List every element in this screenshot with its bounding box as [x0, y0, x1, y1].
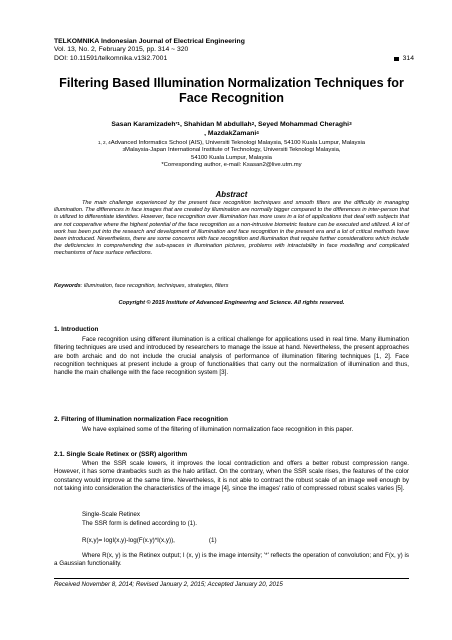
author-4: , MazdakZamani [204, 129, 257, 137]
keywords-label: Keywords [54, 283, 81, 289]
journal-header [54, 38, 414, 63]
author-2: , Shahidan M abdullah [179, 121, 252, 128]
author-list [54, 121, 409, 138]
corresponding-author: *Corresponding author, e-mail: Ksasan2@live.utm.my [161, 162, 302, 169]
section-2-1-subheading: Single-Scale Retinex [82, 511, 141, 518]
equation-explanation: Where R(x, y) is the Retinex output; I (x, y) is the image intensity; '*' reflects the operation of convolution; and F(x, y) is a Gaussian functionality. [54, 552, 409, 568]
author-3-sup: 3 [349, 121, 352, 126]
affiliations [54, 140, 409, 170]
affil-2: Malaysia-Japan International Institute of Technology, Universiti Teknologi Malaysia, [125, 147, 341, 154]
section-2-1-form-def: The SSR form is defined according to (1). [82, 520, 197, 527]
abstract-heading: Abstract [215, 190, 248, 199]
equation-text: R(x,y)= logI(x,y)-log(F(x.y)*I(x,y)), [82, 537, 175, 544]
section-1-text: Face recognition using different illumination is a critical challenge for applications used in real time. Many illumination filtering techniques are used and introduced by researchers to manage the issue at hand. Nevertheless, the present approaches are both archaic and do not include the crucial analysis of performance of illumination filtering techniques [1, 2]. Face recognition techniques at present include a group of functionalities that carry out the normalization of illumination and thus, handle the main challenge with the face recognition system [3]. [54, 336, 409, 377]
affil-2-sup: 3 [122, 147, 126, 153]
keywords [54, 283, 409, 290]
copyright-notice: Copyright © 2015 Institute of Advanced Engineering and Science. All rights reserved. [118, 300, 345, 306]
equation-number: (1) [208, 537, 217, 544]
volume-line: Vol. 13, No. 2, February 2015, pp. 314 ~ 320 [54, 46, 189, 54]
paper-title: Filtering Based Illumination Normalization Techniques for Face Recognition [59, 76, 404, 105]
section-2-text: We have explained some of the filtering of illumination normalization face recognition in this paper. [82, 426, 354, 433]
square-bullet-icon [394, 57, 399, 62]
affil-1-sup: 1, 2, 4 [97, 140, 111, 145]
equation-1 [82, 537, 217, 544]
author-1: Sasan Karamizadeh [111, 121, 176, 128]
section-2-1-heading: 2.1. Single Scale Retinex or (SSR) algorithm [54, 451, 188, 458]
footer-rule [54, 578, 409, 579]
keywords-text: : illumination, face recognition, techniques, strategies, filters [80, 283, 229, 289]
doi-line: DOI: 10.11591/telkomnika.v13i2.7001 [54, 54, 168, 62]
page-number: 314 [402, 54, 414, 62]
abstract-text: The main challenge experienced by the present face recognition techniques and smooth filters are the difficulty in managing illumination. The differences in face images that are created by illumination are normally bigger compared to the differences in inter-person that is utilized to differentiate identities. However, face recognition over illumination has more uses in a lot of applications that deal with subjects that are not cooperative where the highest potential of the face recognition as a non-intrusive biometric feature can be executed and utilized. A lot of work has been put into the research and development of illumination and face recognition in the present era and a lot of critical methods have been introduced. Nevertheless, there are some concerns with face recognition and illumination that require further considerations which include the deficiencies in comprehending the sub-spaces in illumination pictures, problems with intractability in face modelling and complicated mechanisms of face surface reflections. [54, 200, 409, 257]
section-2-1-text: When the SSR scale lowers, it improves the local contradiction and offers a better robust compression range. However, it has some drawbacks such as the halo artifact. On the contrary, when the SSR scale rises, the features of the color constancy would improve at the same time. Nevertheless, it is not able to contract the robust scale of an image well enough by not taking into consideration the characteristics of the image [4], since the images' ratio of compressed robust scales varies [5]. [54, 460, 409, 493]
author-3: , Seyed Mohammad Cheraghi [254, 121, 350, 128]
affil-1: Advanced Informatics School (AIS), Universiti Teknologi Malaysia, 54100 Kuala Lumpur, Malaysia [110, 140, 366, 146]
received-dates: Received November 8, 2014; Revised January 2, 2015; Accepted January 20, 2015 [54, 581, 283, 588]
journal-name: TELKOMNIKA Indonesian Journal of Electrical Engineering [54, 38, 245, 45]
section-2-heading: 2. Filtering of Illumination normalization Face recognition [54, 416, 228, 423]
author-2-sup: 2 [251, 121, 255, 126]
affil-3: 54100 Kuala Lumpur, Malaysia [191, 154, 272, 161]
section-1-heading: 1. Introduction [54, 326, 99, 333]
author-1-sup: *1 [175, 121, 180, 126]
author-4-sup: 4 [256, 129, 259, 135]
